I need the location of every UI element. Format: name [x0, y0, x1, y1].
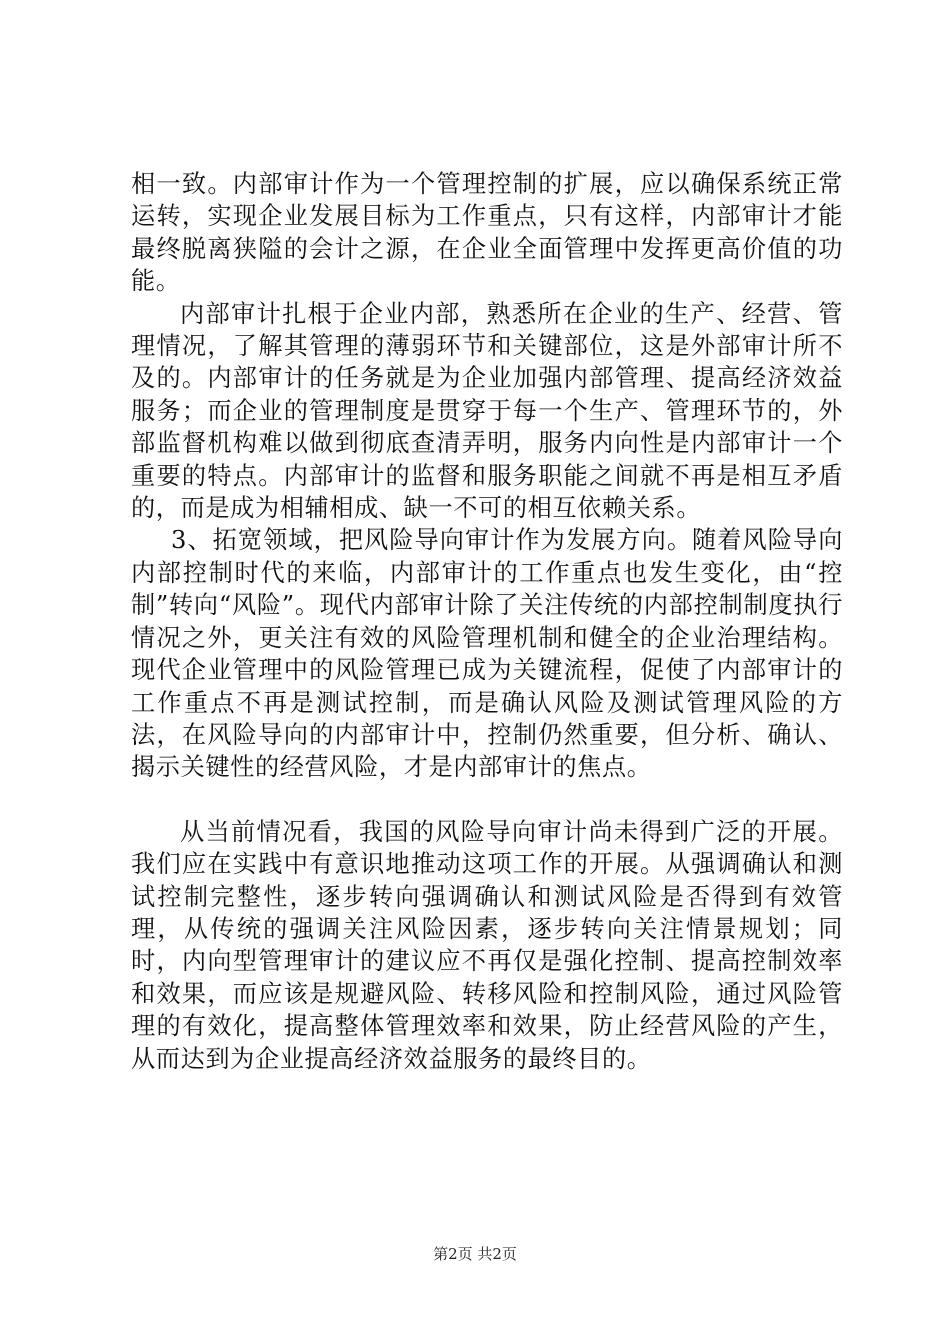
paragraph-2: 内部审计扎根于企业内部，熟悉所在企业的生产、经营、管理情况，了解其管理的薄弱环节和关键部位，这是外部审计所不及的。内部审计的任务就是为企业加强内部管理、提高经济效益服务；而企业的管理制度是贯穿于每一个生产、管理环节的，外部监督机构难以做到彻底查清弄明，服务内向性是内部审计一个重要的特点。内部审计的监督和服务职能之间就不再是相互矛盾的，而是成为相辅相成、缺一不可的相互依赖关系。 — [131, 299, 843, 523]
document-body — [131, 168, 843, 1075]
page-footer — [0, 1244, 950, 1264]
page-number-label: 第2页 共2页 — [433, 1245, 517, 1263]
paragraph-1: 相一致。内部审计作为一个管理控制的扩展，应以确保系统正常运转，实现企业发展目标为工作重点，只有这样，内部审计才能最终脱离狭隘的会计之源，在企业全面管理中发挥更高价值的功能。 — [131, 170, 843, 296]
paragraph-4: 从当前情况看，我国的风险导向审计尚未得到广泛的开展。我们应在实践中有意识地推动这项工作的开展。从强调确认和测试控制完整性，逐步转向强调确认和测试风险是否得到有效管理，从传统的强调关注风险因素，逐步转向关注情景规划；同时，内向型管理审计的建议应不再仅是强化控制、提高控制效率和效果，而应该是规避风险、转移风险和控制风险，通过风险管理的有效化，提高整体管理效率和效果，防止经营风险的产生，从而达到为企业提高经济效益服务的最终目的。 — [131, 817, 843, 1073]
paragraph-3: 3、拓宽领域，把风险导向审计作为发展方向。随着风险导向内部控制时代的来临，内部审计的工作重点也发生变化，由“控制”转向“风险”。现代内部审计除了关注传统的内部控制制度执行情况之外，更关注有效的风险管理机制和健全的企业治理结构。现代企业管理中的风险管理已成为关键流程，促使了内部审计的工作重点不再是测试控制，而是确认风险及测试管理风险的方法，在风险导向的内部审计中，控制仍然重要，但分析、确认、揭示关键性的经营风险，才是内部审计的焦点。 — [131, 526, 843, 782]
